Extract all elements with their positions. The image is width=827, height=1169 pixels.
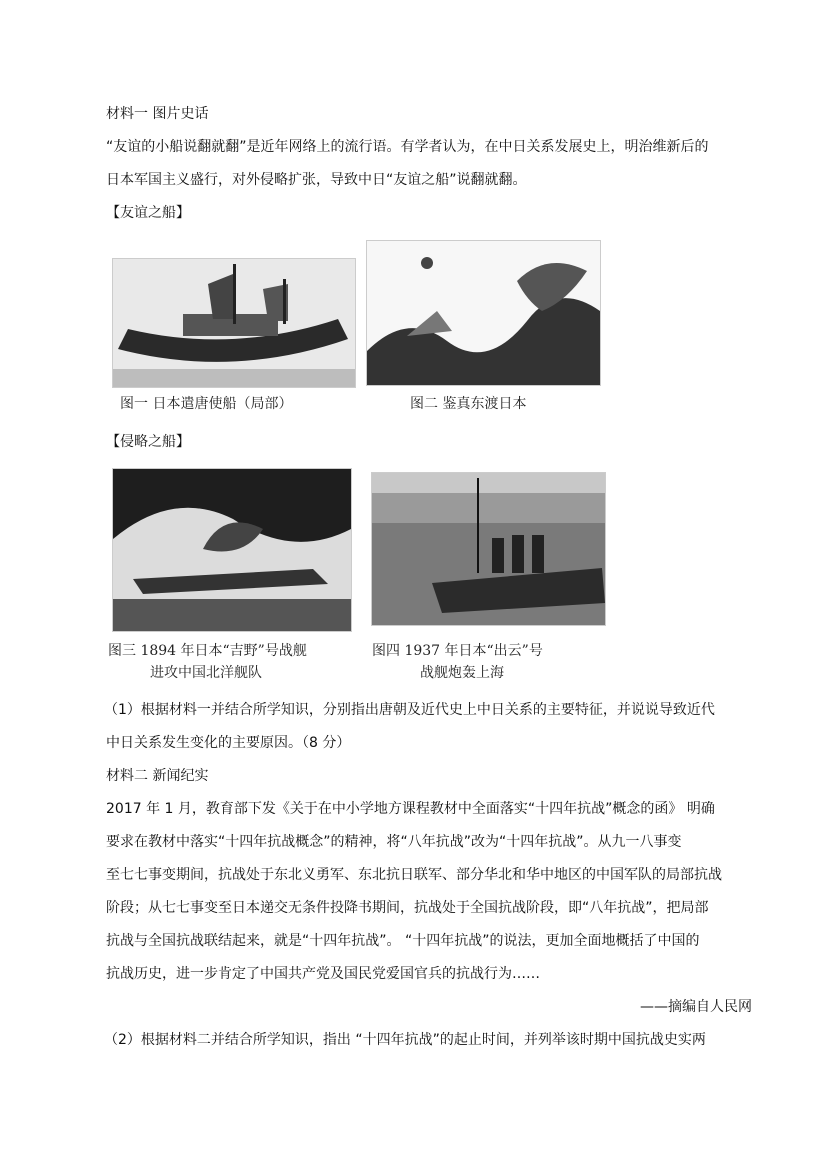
- figure-3-caption-line2: 进攻中国北洋舰队: [150, 665, 262, 681]
- figure-1-caption: 图一 日本遣唐使船（局部）: [120, 396, 293, 412]
- material2-line: 至七七事变期间，抗战处于东北义勇军、东北抗日联军、部分华北和华中地区的中国军队的局部抗战: [106, 867, 722, 883]
- material2-heading: 材料二 新闻纪实: [106, 768, 209, 784]
- figure-4-caption-line2: 战舰炮轰上海: [420, 665, 504, 681]
- material1-para-line1: “友谊的小船说翻就翻”是近年网络上的流行语。有学者认为，在中日关系发展史上，明治维新后的: [106, 139, 709, 155]
- question2-line1: （2）根据材料二并结合所学知识，指出 “十四年抗战”的起止时间，并列举该时期中国抗战史实两: [104, 1032, 706, 1048]
- figure-3-yoshino-image: [112, 468, 352, 632]
- material1-para-line2: 日本军国主义盛行，对外侵略扩张，导致中日“友谊之船”说翻就翻。: [106, 172, 527, 188]
- figure-2-jianzhen-image: [366, 240, 601, 386]
- material2-line: 抗战历史，进一步肯定了中国共产党及国民党爱国官兵的抗战行为……: [106, 966, 540, 982]
- material2-source: ——摘编自人民网: [640, 999, 752, 1015]
- material2-line: 阶段；从七七事变至日本递交无条件投降书期间，抗战处于全国抗战阶段，即“八年抗战”，把局部: [106, 900, 709, 916]
- figure-4-izumo-image: [371, 472, 606, 626]
- material1-heading: 材料一 图片史话: [106, 106, 209, 122]
- figure-3-caption-line1: 图三 1894 年日本“吉野”号战舰: [108, 643, 307, 659]
- figure-4-caption-line1: 图四 1937 年日本“出云”号: [372, 643, 543, 659]
- figure-1-envoy-ship-image: [112, 258, 356, 388]
- section-aggression: 【侵略之船】: [106, 434, 190, 450]
- material2-line: 2017 年 1 月，教育部下发《关于在中小学地方课程教材中全面落实“十四年抗战”概念的函》 明确: [106, 801, 715, 817]
- question1-line2: 中日关系发生变化的主要原因。（8 分）: [106, 735, 351, 751]
- figure-2-caption: 图二 鉴真东渡日本: [410, 396, 527, 412]
- material2-line: 要求在教材中落实“十四年抗战概念”的精神，将“八年抗战”改为“十四年抗战”。从九一八事变: [106, 834, 682, 850]
- question1-line1: （1）根据材料一并结合所学知识，分别指出唐朝及近代史上中日关系的主要特征，并说说导致近代: [104, 702, 715, 718]
- material2-line: 抗战与全国抗战联结起来，就是“十四年抗战”。 “十四年抗战”的说法，更加全面地概括了中国的: [106, 933, 700, 949]
- section-friendship: 【友谊之船】: [106, 205, 190, 221]
